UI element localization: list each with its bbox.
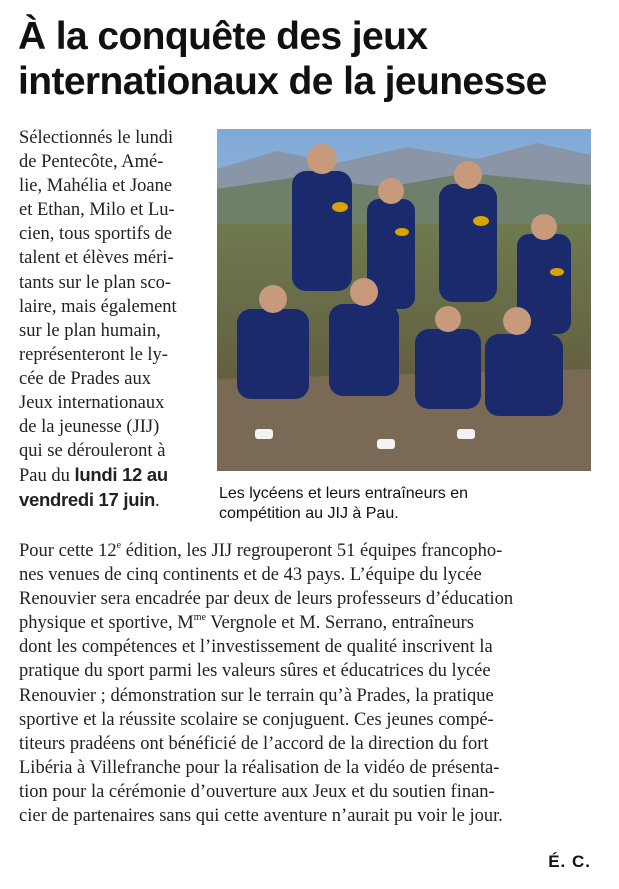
author-signature: É. C. xyxy=(548,852,591,871)
body-line: cier de partenaires sans qui cette aventure n’aurait pu voir le jour. xyxy=(19,806,503,827)
intro-line: cée de Prades aux xyxy=(19,368,152,389)
edition-prefix: Pour cette 12 xyxy=(19,541,117,561)
intro-line: lie, Mahélia et Joane xyxy=(19,176,173,197)
article-headline xyxy=(18,14,608,104)
body-line: titeurs pradéens ont bénéficié de l’accord de la direction du fort xyxy=(19,733,489,754)
body-line: dont les compétences et l’investissement de qualité inscrivent la xyxy=(19,637,493,658)
intro-line: et Ethan, Milo et Lu- xyxy=(19,200,175,221)
coach-prefix: physique et sportive, M xyxy=(19,613,194,634)
intro-line: représenteront le ly- xyxy=(19,344,168,365)
body-line: tion pour la cérémonie d’ouverture aux Jeux et du soutien finan- xyxy=(19,781,495,802)
intro-line: sur le plan humain, xyxy=(19,320,161,341)
body-line: Renouvier sera encadrée par deux de leurs professeurs d’éducation xyxy=(19,589,514,610)
date-period: . xyxy=(155,491,160,512)
article-intro-column xyxy=(19,126,205,514)
edition-sup: e xyxy=(116,539,122,551)
intro-line: cien, tous sportifs de xyxy=(19,224,173,245)
headline-line-1: À la conquête des jeux xyxy=(18,15,428,58)
date-prefix: Pau du xyxy=(19,466,70,487)
intro-line: laire, mais également xyxy=(19,296,177,317)
intro-line: talent et élèves méri- xyxy=(19,248,174,269)
coach-sup: me xyxy=(193,612,206,624)
team-photo xyxy=(217,129,591,471)
photo-caption xyxy=(219,484,599,524)
body-line: pratique du sport parmi les valeurs sûres et éducatrices du lycée xyxy=(19,661,491,682)
date-start: lundi 12 au xyxy=(74,464,168,486)
coach-rest: Vergnole et M. Serrano, entraîneurs xyxy=(205,613,474,634)
intro-line: de Pentecôte, Amé- xyxy=(19,152,164,173)
body-line xyxy=(19,539,591,563)
body-line: Libéria à Villefranche pour la réalisation de la vidéo de présenta- xyxy=(19,757,500,778)
article-body xyxy=(19,539,591,828)
date-line xyxy=(19,463,205,488)
caption-line-2: compétition au JIJ à Pau. xyxy=(219,505,399,522)
body-line: sportive et la réussite scolaire se conjuguent. Ces jeunes compé- xyxy=(19,709,494,730)
intro-line: Jeux internationaux xyxy=(19,393,165,414)
date-line-2 xyxy=(19,488,205,513)
intro-line: qui se dérouleront à xyxy=(19,441,166,462)
date-end: vendredi 17 juin xyxy=(19,489,156,511)
intro-line: Sélectionnés le lundi xyxy=(19,128,174,148)
intro-line: de la jeunesse (JIJ) xyxy=(19,417,160,438)
intro-line: tants sur le plan sco- xyxy=(19,272,172,293)
body-line: nes venues de cinq continents et de 43 pays. L’équipe du lycée xyxy=(19,565,482,586)
caption-line-1: Les lycéens et leurs entraîneurs en xyxy=(219,485,469,502)
body-line: Renouvier ; démonstration sur le terrain qu’à Prades, la pratique xyxy=(19,685,494,706)
headline-line-2: internationaux de la jeunesse xyxy=(18,60,547,103)
edition-rest: édition, les JIJ regrouperont 51 équipes francopho- xyxy=(121,541,503,561)
body-line xyxy=(19,611,591,635)
